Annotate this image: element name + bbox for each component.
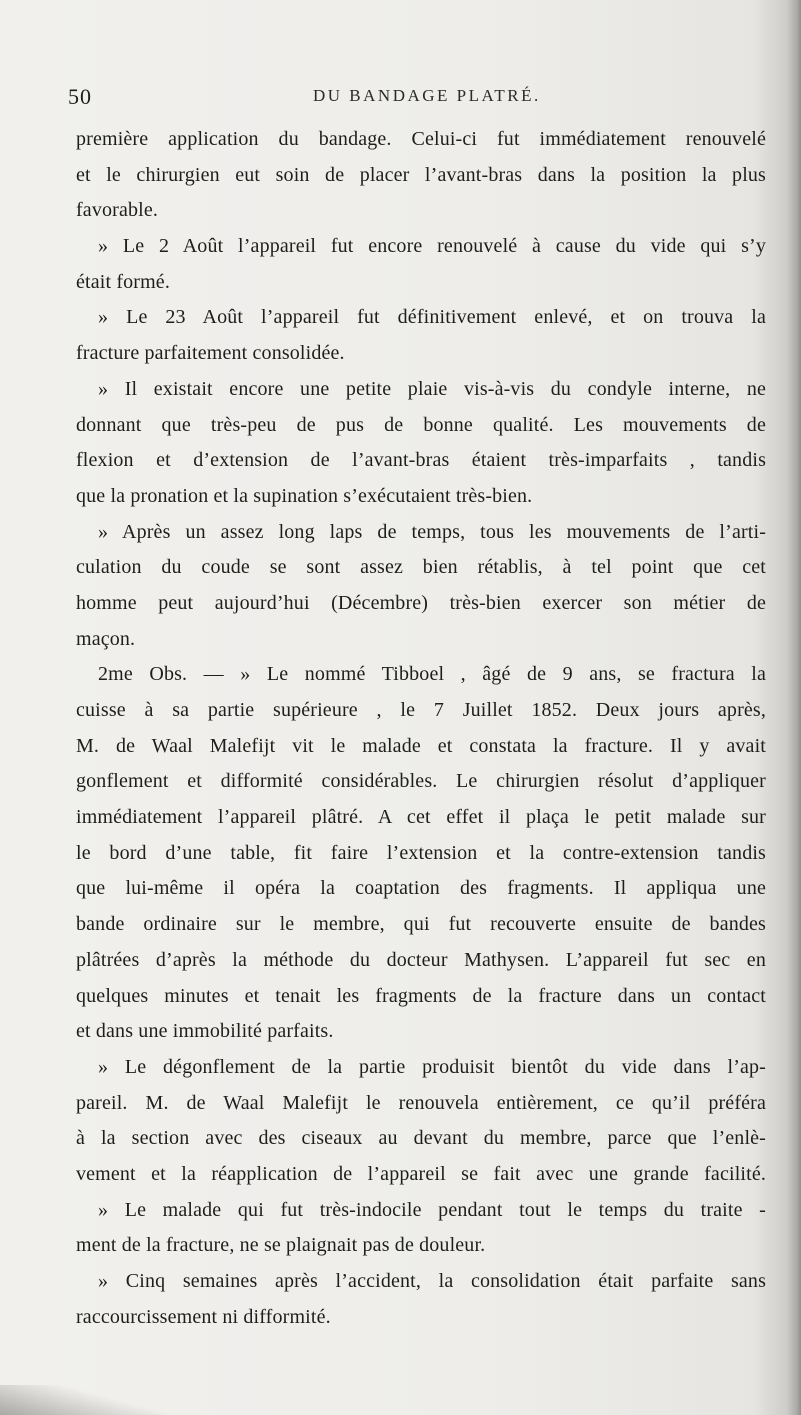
text-line: vement et la réapplication de l’appareil se fait avec une grande facilité.: [76, 1162, 766, 1185]
text-line: que la pronation et la supination s’exécutaient très-bien.: [76, 484, 533, 507]
text-line: » Cinq semaines après l’accident, la consolidation était parfaite sans: [98, 1270, 766, 1292]
text-line: gonflement et difformité considérables. Le chirurgien résolut d’appliquer: [76, 770, 766, 793]
text-line: plâtrées d’après la méthode du docteur Mathysen. L’appareil fut sec en: [76, 948, 766, 971]
text-line: première application du bandage. Celui-ci fut immédiatement renouvelé: [76, 128, 766, 150]
text-line: flexion et d’extension de l’avant-bras étaient très-imparfaits , tandis: [76, 449, 766, 472]
text-line: » Le 23 Août l’appareil fut définitivement enlevé, et on trouva la: [98, 306, 766, 329]
text-line: quelques minutes et tenait les fragments de la fracture dans un contact: [76, 984, 766, 1007]
page-edge-shadow: [787, 0, 801, 1415]
page-corner-shadow: [0, 1385, 180, 1415]
text-line: M. de Waal Malefijt vit le malade et constata la fracture. Il y avait: [76, 734, 766, 757]
page-number: 50: [68, 84, 92, 109]
text-line: pareil. M. de Waal Malefijt le renouvela entièrement, ce qu’il préféra: [76, 1091, 766, 1114]
text-line: et dans une immobilité parfaits.: [76, 1020, 334, 1043]
text-line: bande ordinaire sur le membre, qui fut recouverte ensuite de bandes: [76, 913, 766, 936]
body-text: [76, 122, 766, 1335]
text-line: » Le dégonflement de la partie produisit bientôt du vide dans l’ap-: [98, 1055, 766, 1078]
text-line: culation du coude se sont assez bien rétablis, à tel point que cet: [76, 556, 766, 579]
text-line: le bord d’une table, fit faire l’extension et la contre-extension tandis: [76, 841, 766, 864]
text-line: » Le malade qui fut très-indocile pendant tout le temps du traite -: [98, 1198, 766, 1221]
text-line: que lui-même il opéra la coaptation des fragments. Il appliqua une: [76, 877, 766, 900]
text-line: » Après un assez long laps de temps, tous les mouvements de l’arti-: [98, 520, 766, 543]
text-line: maçon.: [76, 627, 136, 650]
text-line: donnant que très-peu de pus de bonne qualité. Les mouvements de: [76, 413, 766, 436]
text-line: à la section avec des ciseaux au devant du membre, parce que l’enlè-: [76, 1127, 766, 1150]
running-title: DU BANDAGE PLATRÉ.: [313, 86, 541, 105]
text-line: et le chirurgien eut soin de placer l’avant-bras dans la position la plus: [76, 163, 766, 186]
text-line: favorable.: [76, 199, 159, 222]
text-line: » Il existait encore une petite plaie vis-à-vis du condyle interne, ne: [98, 377, 766, 400]
page-header: [0, 84, 801, 114]
text-line: cuisse à sa partie supérieure , le 7 Juillet 1852. Deux jours après,: [76, 699, 766, 721]
text-line: immédiatement l’appareil plâtré. A cet effet il plaça le petit malade sur: [76, 806, 766, 829]
text-line: 2me Obs. — » Le nommé Tibboel , âgé de 9 ans, se fractura la: [98, 663, 766, 686]
text-line: homme peut aujourd’hui (Décembre) très-bien exercer son métier de: [76, 591, 766, 614]
text-line: fracture parfaitement consolidée.: [76, 342, 345, 365]
text-line: » Le 2 Août l’appareil fut encore renouvelé à cause du vide qui s’y: [98, 235, 766, 258]
text-line: raccourcissement ni difformité.: [76, 1305, 331, 1328]
text-line: était formé.: [76, 270, 170, 293]
text-line: ment de la fracture, ne se plaignait pas de douleur.: [76, 1234, 486, 1257]
